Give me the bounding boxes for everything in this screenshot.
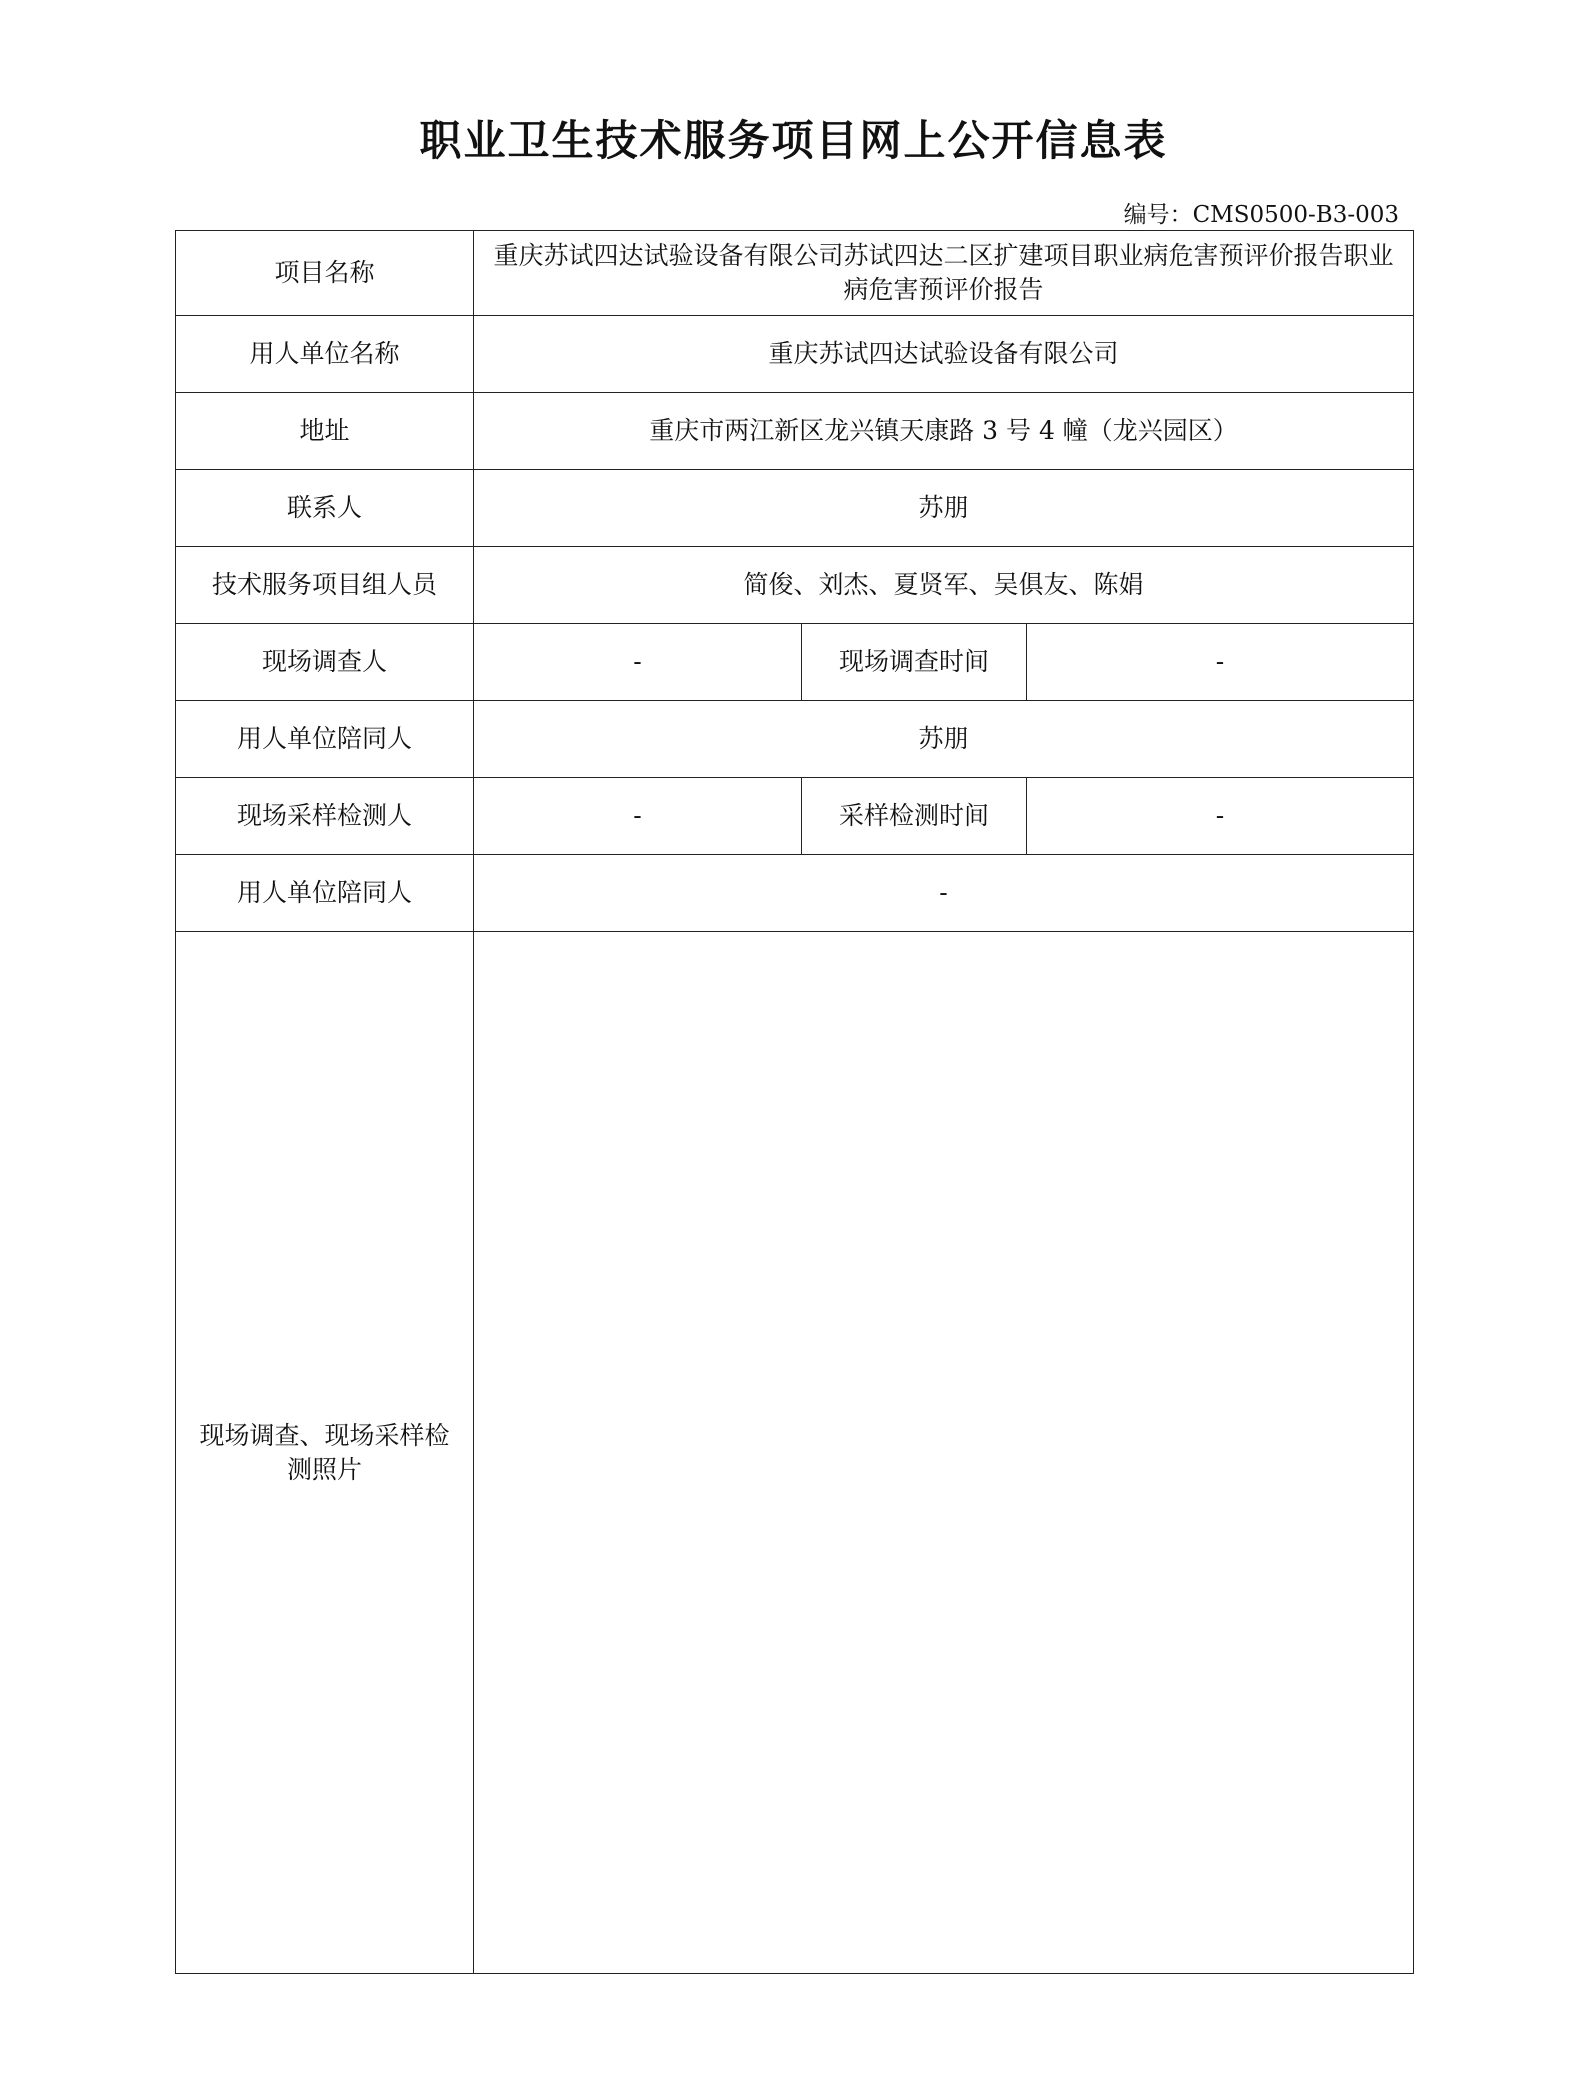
row-contact xyxy=(176,470,1414,547)
employer-escort-1-value: 苏朋 xyxy=(474,701,1414,778)
photos-label: 现场调查、现场采样检测照片 xyxy=(199,1420,450,1484)
site-investigation-time-label: 现场调查时间 xyxy=(802,624,1027,701)
row-employer-escort-2 xyxy=(176,855,1414,932)
row-address xyxy=(176,393,1414,470)
contact-value: 苏朋 xyxy=(474,470,1414,547)
row-project-name xyxy=(176,231,1414,316)
site-investigator-value: - xyxy=(474,624,802,701)
employer-escort-2-value: - xyxy=(474,855,1414,932)
team-members-label: 技术服务项目组人员 xyxy=(176,547,474,624)
row-employer-escort-1 xyxy=(176,701,1414,778)
row-sampling-tester xyxy=(176,778,1414,855)
site-investigation-time-value: - xyxy=(1027,624,1414,701)
contact-label: 联系人 xyxy=(176,470,474,547)
document-number: 编号：CMS0500-B3-003 xyxy=(1123,202,1399,228)
sampling-time-label: 采样检测时间 xyxy=(802,778,1027,855)
sampling-time-value: - xyxy=(1027,778,1414,855)
employer-name-value: 重庆苏试四达试验设备有限公司 xyxy=(474,316,1414,393)
sampling-tester-label: 现场采样检测人 xyxy=(176,778,474,855)
photos-label-cell xyxy=(176,932,474,1974)
row-team-members xyxy=(176,547,1414,624)
project-name-label: 项目名称 xyxy=(176,231,474,316)
address-value: 重庆市两江新区龙兴镇天康路 3 号 4 幢（龙兴园区） xyxy=(474,393,1414,470)
employer-name-label: 用人单位名称 xyxy=(176,316,474,393)
photos-area xyxy=(474,932,1414,1974)
sampling-tester-value: - xyxy=(474,778,802,855)
row-employer-name xyxy=(176,316,1414,393)
row-site-investigator xyxy=(176,624,1414,701)
address-label: 地址 xyxy=(176,393,474,470)
employer-escort-2-label: 用人单位陪同人 xyxy=(176,855,474,932)
info-table xyxy=(175,230,1414,1974)
row-photos xyxy=(176,932,1414,1974)
employer-escort-1-label: 用人单位陪同人 xyxy=(176,701,474,778)
team-members-value: 简俊、刘杰、夏贤军、吴俱友、陈娟 xyxy=(474,547,1414,624)
site-investigator-label: 现场调查人 xyxy=(176,624,474,701)
project-name-value: 重庆苏试四达试验设备有限公司苏试四达二区扩建项目职业病危害预评价报告职业病危害预评价报告 xyxy=(474,231,1414,316)
document-title: 职业卫生技术服务项目网上公开信息表 xyxy=(419,116,1168,165)
